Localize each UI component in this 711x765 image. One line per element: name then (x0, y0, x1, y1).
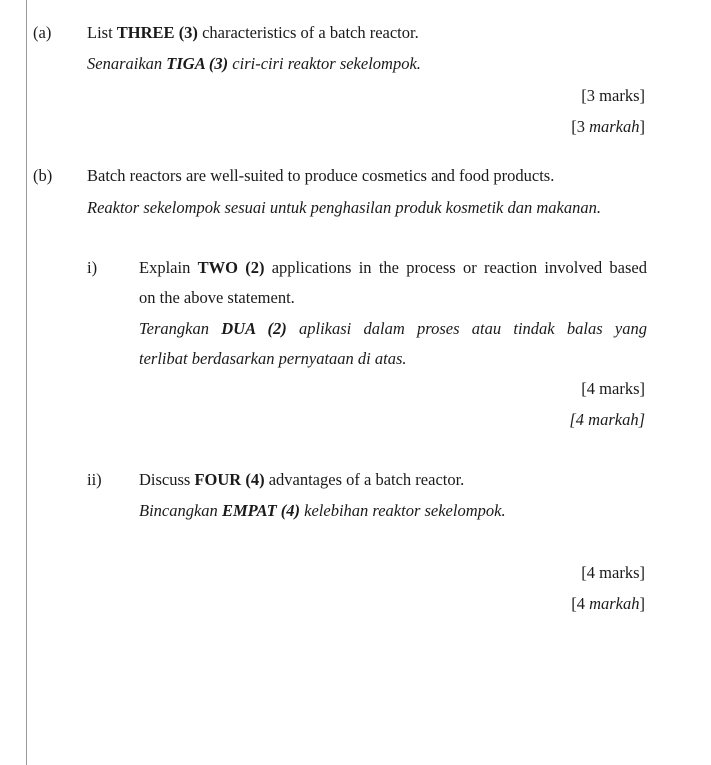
question-a-marks-ms: [3 markah] (571, 117, 645, 136)
question-a-text-en: List THREE (3) characteristics of a batch reactor. (87, 23, 419, 42)
question-b-text-ms: Reaktor sekelompok sesuai untuk penghasilan produk kosmetik dan makanan. (87, 198, 601, 217)
question-a-label: (a) (33, 23, 52, 42)
part-i-count-en: TWO (2) (197, 258, 265, 277)
page-margin-line (26, 0, 27, 765)
question-a-marks-en: [3 marks] (581, 86, 645, 105)
part-i-marks-en: [4 marks] (581, 379, 645, 398)
part-i-count-ms: DUA (2) (221, 319, 287, 338)
part-ii-text-en: Discuss FOUR (4) advantages of a batch reactor. (139, 470, 465, 489)
part-i-text-en-line1: Explain TWO (2) applications in the process or reaction involved based (139, 258, 647, 277)
part-ii-count-en: FOUR (4) (194, 470, 265, 489)
part-i-text-en-line2: on the above statement. (139, 288, 295, 307)
part-ii-text-ms: Bincangkan EMPAT (4) kelebihan reaktor sekelompok. (139, 501, 506, 520)
question-b-label: (b) (33, 166, 53, 185)
question-a-count-ms: TIGA (3) (166, 54, 229, 73)
part-i-text-ms-line2: terlibat berdasarkan pernyataan di atas. (139, 349, 407, 368)
question-a-count-en: THREE (3) (116, 23, 198, 42)
part-ii-marks-en: [4 marks] (581, 563, 645, 582)
part-i-text-ms-line1: Terangkan DUA (2) aplikasi dalam proses atau tindak balas yang (139, 319, 648, 338)
part-ii-count-ms: EMPAT (4) (221, 501, 301, 520)
part-i-label: i) (87, 258, 98, 277)
part-ii-marks-ms: [4 markah] (571, 594, 645, 613)
part-i-marks-ms: [4 markah] (569, 410, 645, 429)
part-ii-label: ii) (87, 470, 102, 489)
question-a-text-ms: Senaraikan TIGA (3) ciri-ciri reaktor sekelompok. (87, 54, 421, 73)
question-b-text-en: Batch reactors are well-suited to produce cosmetics and food products. (87, 166, 555, 185)
